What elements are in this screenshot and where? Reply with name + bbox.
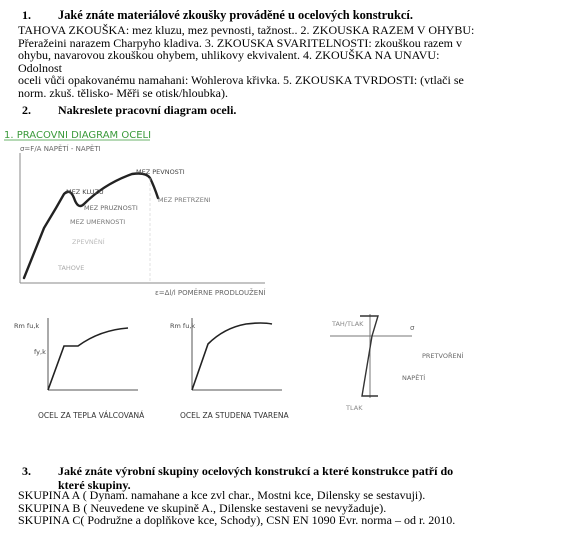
sketch-heading: 1. PRACOVNI DIAGRAM OCELI [4,130,152,141]
diag3-curve [360,316,378,396]
label-mez-pevnosti: MEZ PEVNOSTI [136,168,185,176]
diag2-caption [180,411,289,420]
label-zpevneni: ZPEVNĚNÍ [72,238,105,246]
question-3-groups [18,489,558,527]
diag1-label-rm: Rm fu,k [14,322,40,330]
diag1-curve [48,328,128,390]
question-3-number: 3. [22,464,31,478]
diag3-label-napeti: NAPĚTÍ [402,374,426,382]
answer-line: Přeražeini narazem Charpyho kladiva. 3. ZKOUSKA SVARITELNOSTI: zkouškou razem v [18,35,463,50]
diag3-label-pretvoreni: PRETVOŘENÍ [422,352,464,360]
label-mez-umernosti: MEZ UMERNOSTI [70,218,126,226]
diag3-label-tlak: TLAK [346,404,363,412]
diag3-label-sigma: σ [410,324,415,332]
main-x-axis-label: ε=Δl/l POMĚRNE PRODLOUŽENÍ [155,289,266,297]
group-item: SKUPINA B ( Neuvedene ve skupině A., Dilenske sestaveni se nevyžaduje). [18,500,387,515]
label-tahove: TAHOVE [58,264,85,272]
diag1-label-fy: fy,k [34,348,46,356]
diag2-caption-text: OCEL ZA STUDENA TVARENA [180,411,289,420]
diag2-label-rm: Rm fu,k [170,322,196,330]
question-2-title: Nakreslete pracovní diagram oceli. [58,103,237,117]
answer-line: ohybu, navarovou zkouškou ohybem, uhlikovy ekvivalent. 4. ZKOUŠKA NA UNAVU: Odolnost [18,48,440,75]
question-2-number: 2. [22,103,31,117]
label-mez-pruznosti: MEZ PRUZNOSTI [84,204,138,212]
question-1-title: Jaké znáte materiálové zkoušky prováděné u ocelových konstrukcí. [58,8,413,22]
group-item: SKUPINA A ( Dynam. namahane a kce zvl char., Mostni kce, Dilensky se sestavuji). [18,488,426,502]
diag2-curve [192,323,272,390]
group-item: SKUPINA C( Podružne a doplňkove kce, Schody), CSN EN 1090 Evr. norma – od r. 2010. [18,513,456,528]
question-3-title-line1: Jaké znáte výrobní skupiny ocelových konstrukcí a které konstrukce patří do [58,464,454,478]
question-1-answer [18,24,478,100]
question-1-number: 1. [22,8,31,22]
diag3-label-tah: TAH/TLAK [332,320,364,328]
diag1-caption-text: OCEL ZA TEPLA VÁLCOVANÁ [38,411,145,420]
label-mez-pretrzeni: MEZ PRETRZENI [158,196,211,204]
question-3-title-line2: které skupiny. [58,478,131,492]
answer-line: norm. zkuš. tělisko- Měři se otisk/hloubka). [18,85,228,100]
answer-line: oceli vůči opakovanému namahani: Wohlerova křivka. 5. ZKOUSKA TVRDOSTI: (vtlači se [18,73,464,88]
hand-drawn-diagram [0,118,563,448]
answer-line: TAHOVA ZKOUŠKA: mez kluzu, mez pevnosti, tažnost.. 2. ZKOUSKA RAZEM V OHYBU: [18,23,475,37]
label-mez-kluzu: MEZ KLUZU [66,188,104,196]
diag1-caption [38,411,145,420]
main-y-axis-label: σ=F/A NAPĚTÍ - NAPĚTI [20,145,101,153]
